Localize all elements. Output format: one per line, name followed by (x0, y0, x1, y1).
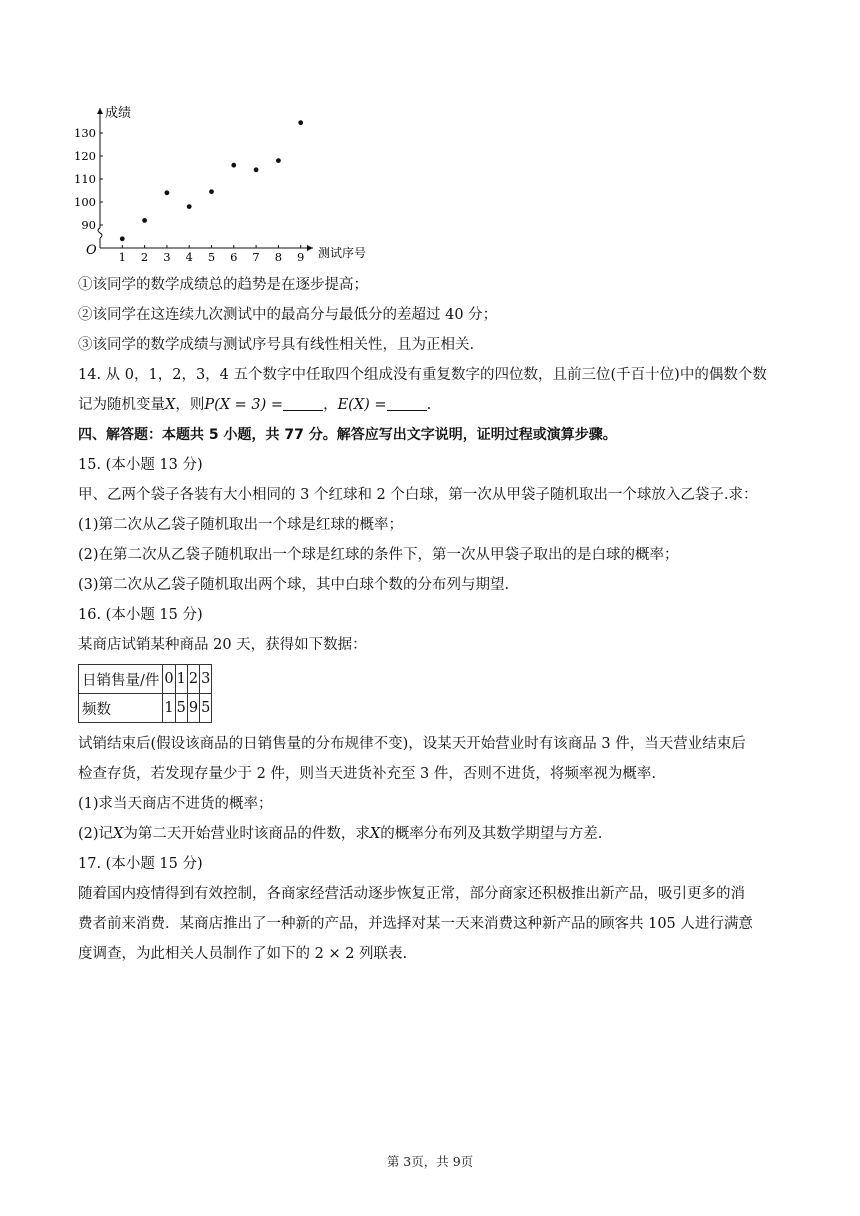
x-tick-label: 7 (252, 250, 260, 264)
x-tick-label: 9 (297, 250, 305, 264)
q14-end: . (426, 397, 432, 413)
y-axis-arrow (97, 108, 103, 114)
q14-var: X (165, 397, 176, 413)
table-cell: 0 (163, 665, 175, 694)
x-tick-label: 3 (163, 250, 171, 264)
table-cell: 9 (187, 694, 199, 723)
table-header-cell: 频数 (79, 694, 163, 723)
table-cell: 3 (200, 665, 212, 694)
q14-line-1: 14. 从 0，1，2，3，4 五个数字中任取四个组成没有重复数字的四位数，且前三位(千百十位)中的偶数个数 (78, 367, 767, 383)
table-cell: 5 (200, 694, 212, 723)
data-point (187, 204, 192, 209)
q14-text: 记为随机变量 (78, 397, 165, 413)
q15-part-2: (2)在第二次从乙袋子随机取出一个球是红球的条件下，第一次从甲袋子取出的是白球的概率； (78, 547, 679, 563)
y-tick-label: 120 (74, 149, 96, 163)
x-tick-label: 2 (140, 250, 149, 264)
q17-header: 17. (本小题 15 分) (78, 856, 203, 872)
data-point (209, 189, 214, 194)
table-cell: 1 (163, 694, 175, 723)
q16-part-2 (78, 819, 788, 849)
data-point (231, 163, 236, 168)
table-row (79, 665, 212, 694)
q13-statement-3: ③该同学的数学成绩与测试序号具有线性相关性，且为正相关. (78, 337, 475, 353)
table-row (79, 694, 212, 723)
x-tick-label: 8 (274, 250, 283, 264)
q15-stem: 甲、乙两个袋子各装有大小相同的 3 个红球和 2 个白球，第一次从甲袋子随机取出一个球放入乙袋子.求： (78, 487, 758, 503)
data-point (298, 120, 303, 125)
table-cell: 2 (187, 665, 199, 694)
origin-label: O (86, 243, 97, 258)
y-tick-label: 130 (74, 126, 96, 140)
q15-header: 15. (本小题 13 分) (78, 457, 203, 473)
data-point (276, 158, 281, 163)
x-tick-label: 4 (185, 250, 193, 264)
table-cell: 1 (175, 665, 187, 694)
q16-part2-text-c: 的概率分布列及其数学期望与方差. (380, 826, 603, 842)
y-axis-break (98, 228, 102, 238)
section-4-heading: 四、解答题：本题共 5 小题，共 77 分。解答应写出文字说明，证明过程或演算步骤。 (78, 427, 617, 443)
q16-stem: 某商店试销某种商品 20 天，获得如下数据： (78, 637, 367, 653)
q16-header: 16. (本小题 15 分) (78, 607, 203, 623)
q17-line-2: 费者前来消费．某商店推出了一种新的产品，并选择对某一天来消费这种新产品的顾客共 105 人进行满意 (78, 916, 753, 932)
table-cell: 5 (175, 694, 187, 723)
data-point (120, 236, 125, 241)
q14-text-b: ，则 (175, 397, 205, 413)
q14-sep: ， (323, 397, 338, 413)
q15-part-3: (3)第二次从乙袋子随机取出两个球，其中白球个数的分布列与期望. (78, 577, 510, 593)
q13-statement-1: ①该同学的数学成绩总的趋势是在逐步提高； (78, 277, 368, 293)
y-tick-label: 100 (74, 195, 96, 209)
q14-e-expr: E(X) = (337, 397, 387, 413)
x-axis-arrow (307, 245, 313, 251)
y-axis-label: 成绩 (105, 106, 132, 121)
y-tick-label: 90 (81, 218, 96, 232)
x-tick-label: 1 (118, 250, 126, 264)
q16-part-1: (1)求当天商店不进货的概率； (78, 796, 273, 812)
sales-table (78, 664, 212, 723)
q16-part2-text: (2)记 (78, 826, 114, 842)
q14-line-2 (78, 390, 788, 420)
page-footer: 第 3页，共 9页 (386, 1154, 474, 1169)
q16-text-2: 检查存货，若发现存量少于 2 件，则当天进货补充至 3 件，否则不进货，将频率视为概率. (78, 766, 656, 782)
data-point (165, 190, 170, 195)
q17-line-3: 度调查，为此相关人员制作了如下的 2 × 2 列联表. (78, 946, 408, 962)
q17-line-1: 随着国内疫情得到有效控制，各商家经营活动逐步恢复正常，部分商家还积极推出新产品，吸引更多的消 (78, 886, 745, 902)
x-tick-label: 5 (207, 250, 216, 264)
y-tick-label: 110 (74, 172, 96, 186)
q13-statement-2: ②该同学在这连续九次测试中的最高分与最低分的差超过 40 分； (78, 307, 498, 323)
q16-var: X (113, 826, 124, 842)
exam-content (78, 270, 788, 969)
x-tick-label: 6 (230, 250, 238, 264)
q15-part-1: (1)第二次从乙袋子随机取出一个球是红球的概率； (78, 517, 404, 533)
q14-p-expr: P(X = 3) = (204, 397, 284, 413)
q16-var-2: X (369, 826, 381, 842)
scatter-chart (74, 98, 378, 264)
data-point (254, 167, 259, 172)
x-axis-label: 测试序号 (318, 246, 367, 260)
data-point (142, 218, 147, 223)
q16-part2-text-b: 为第二天开始营业时该商品的件数，求 (123, 826, 370, 842)
table-header-cell: 日销售量/件 (79, 665, 163, 694)
q16-text-1: 试销结束后(假设该商品的日销售量的分布规律不变)，设某天开始营业时有该商品 3 件，当天营业结束后 (78, 736, 746, 752)
answer-blank-1 (283, 396, 323, 411)
answer-blank-2 (387, 396, 427, 411)
